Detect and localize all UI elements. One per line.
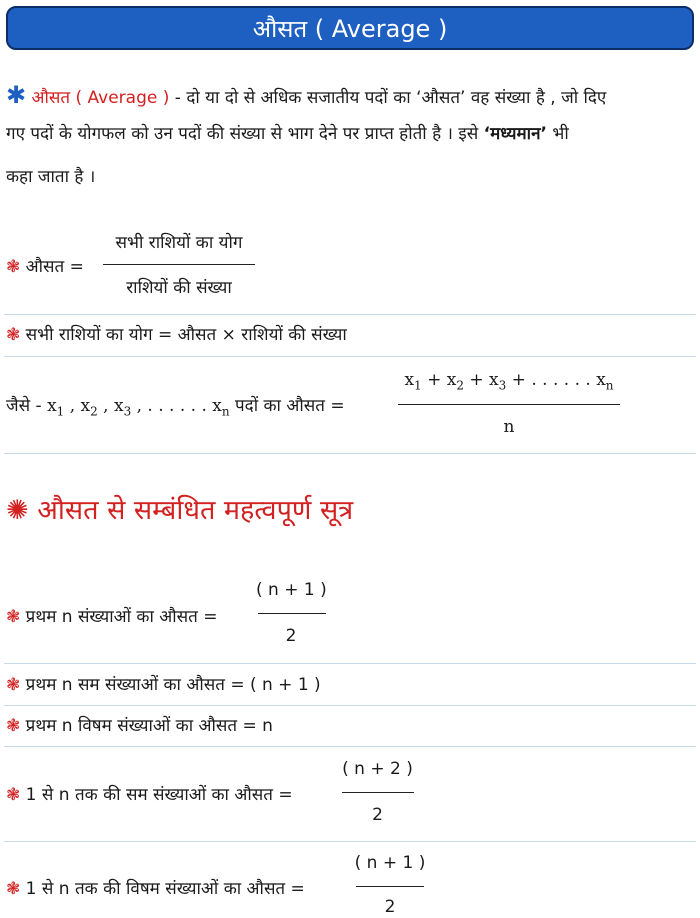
divider <box>4 663 696 664</box>
fraction-line <box>103 264 255 265</box>
formula-average-label: औसत = <box>25 257 84 277</box>
rule-numerator: ( n + 2 ) <box>342 759 413 779</box>
asterisk-icon: ✱ <box>6 81 27 109</box>
page-title: औसत ( Average ) <box>252 14 448 43</box>
example-prefix: जैसे - <box>6 396 48 416</box>
intro-line-2-text: गए पदों के योगफल को उन पदों की संख्या से भाग देने पर प्राप्त होती है । इसे <box>6 124 484 144</box>
fraction-line <box>258 613 326 614</box>
rule-denominator: 2 <box>285 626 297 646</box>
flower-icon: ❃ <box>6 257 21 277</box>
divider <box>4 453 696 454</box>
example-denominator: n <box>503 417 515 437</box>
divider <box>4 356 696 357</box>
intro-line-1 <box>6 76 606 117</box>
section-heading <box>6 490 353 527</box>
flower-icon: ❃ <box>6 879 21 899</box>
divider <box>4 841 696 842</box>
rule-first-n <box>6 604 218 627</box>
rule-even-1-to-n <box>6 782 293 805</box>
sun-icon: ✺ <box>6 495 29 526</box>
rule-text: प्रथम n विषम संख्याओं का औसत = n <box>25 716 273 736</box>
intro-bold-term: ‘मध्यमान’ <box>483 124 547 144</box>
title-banner <box>6 6 694 50</box>
rule-label: प्रथम n संख्याओं का औसत = <box>25 607 218 627</box>
rule-text: प्रथम n सम संख्याओं का औसत = ( n + 1 ) <box>25 675 321 695</box>
divider <box>4 705 696 706</box>
formula-average <box>6 254 84 277</box>
rule-odd-1-to-n <box>6 876 305 899</box>
intro-line-2-end: भी <box>546 124 569 144</box>
formula-average-denominator: राशियों की संख्या <box>126 278 232 298</box>
intro-line-1-text: - दो या दो से अधिक सजातीय पदों का ‘औसत’ वह संख्या है , जो दिए <box>169 88 607 108</box>
rule-first-n-odd <box>6 713 273 736</box>
flower-icon: ❃ <box>6 675 21 695</box>
formula-sum-text: सभी राशियों का योग = औसत × राशियों की संख्या <box>25 325 347 345</box>
flower-icon: ❃ <box>6 716 21 736</box>
intro-line-3: कहा जाता है । <box>6 167 96 187</box>
fraction-line <box>356 886 424 887</box>
divider <box>4 746 696 747</box>
flower-icon: ❃ <box>6 785 21 805</box>
divider <box>4 314 696 315</box>
flower-icon: ❃ <box>6 325 21 345</box>
rule-denominator: 2 <box>384 897 396 917</box>
formula-example: जैसे - $x_1$ , $x_2$ , $x_3$ , . . . . . . $x_n$ पदों का औसत = <box>6 396 345 419</box>
example-suffix: पदों का औसत = <box>229 396 345 416</box>
fraction-line <box>398 404 620 405</box>
flower-icon: ❃ <box>6 607 21 627</box>
formula-sum <box>6 322 347 345</box>
intro-line-2 <box>6 115 569 153</box>
rule-numerator: ( n + 1 ) <box>354 853 426 873</box>
rule-first-n-even <box>6 672 321 695</box>
formula-average-numerator: सभी राशियों का योग <box>115 233 243 253</box>
rule-label: 1 से n तक की सम संख्याओं का औसत = <box>25 785 293 805</box>
intro-term: औसत ( Average ) <box>31 88 170 108</box>
section-heading-text: औसत से सम्बंधित महत्वपूर्ण सूत्र <box>37 495 354 526</box>
example-numerator: $x_1 + x_2 + x_3$ + . . . . . . $x_n$ <box>404 370 614 393</box>
rule-label: 1 से n तक की विषम संख्याओं का औसत = <box>25 879 305 899</box>
rule-numerator: ( n + 1 ) <box>256 580 327 600</box>
fraction-line <box>342 792 414 793</box>
rule-denominator: 2 <box>372 805 383 825</box>
